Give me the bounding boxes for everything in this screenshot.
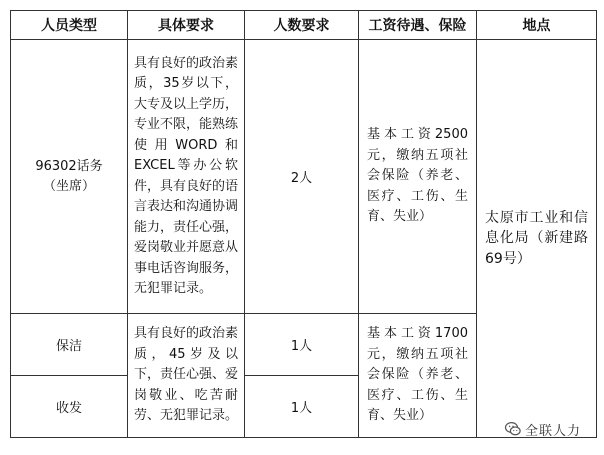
location-text: 太原市工业和信息化局（新建路69号）: [485, 209, 588, 267]
header-row: [11, 11, 597, 40]
cell-requirement: [128, 40, 245, 314]
header-cell-pay: 工资待遇、保险: [359, 11, 477, 40]
watermark: [504, 418, 581, 440]
pay-text: 基本工资1700元，缴纳五项社会保险（养老、医疗、工伤、生育、失业）: [367, 326, 468, 424]
watermark-text: 全联人力: [525, 423, 582, 439]
count-text: 1人: [290, 339, 313, 354]
header-cell-location: 地点: [477, 11, 597, 40]
cell-location: [477, 40, 597, 438]
requirement-text: 具有良好的政治素质，35岁以下，大专及以上学历，专业不限，能熟练使用WORD和EXCEL等办公软件，具有良好的语言表达和沟通协调能力，责任心强，爱岗敬业并愿意从事电话咨询服务，无犯罪记录。: [134, 55, 239, 296]
cell-count: [245, 40, 359, 314]
recruitment-table: [10, 10, 597, 438]
requirement-text: 具有良好的政治素质，45岁及以下，责任心强、爱岗敬业、吃苦耐劳、无犯罪记录。: [134, 326, 239, 424]
table-row: [11, 40, 597, 314]
cell-pay: [359, 314, 477, 438]
cell-pay: [359, 40, 477, 314]
pay-text: 基本工资2500元，缴纳五项社会保险（养老、医疗、工伤、生育、失业）: [367, 127, 468, 225]
type-text: 收发: [55, 401, 82, 416]
cell-count: [245, 314, 359, 376]
type-text: 96302话务（坐席）: [35, 158, 103, 194]
count-text: 2人: [290, 171, 313, 186]
header-cell-type: 人员类型: [11, 11, 128, 40]
cell-requirement: [128, 314, 245, 438]
type-text: 保洁: [55, 339, 82, 354]
cell-count: [245, 376, 359, 438]
cell-type: [11, 40, 128, 314]
count-text: 1人: [290, 401, 313, 416]
wechat-icon: [504, 420, 522, 438]
cell-type: [11, 376, 128, 438]
header-cell-count: 人数要求: [245, 11, 359, 40]
cell-type: [11, 314, 128, 376]
header-cell-requirement: 具体要求: [128, 11, 245, 40]
